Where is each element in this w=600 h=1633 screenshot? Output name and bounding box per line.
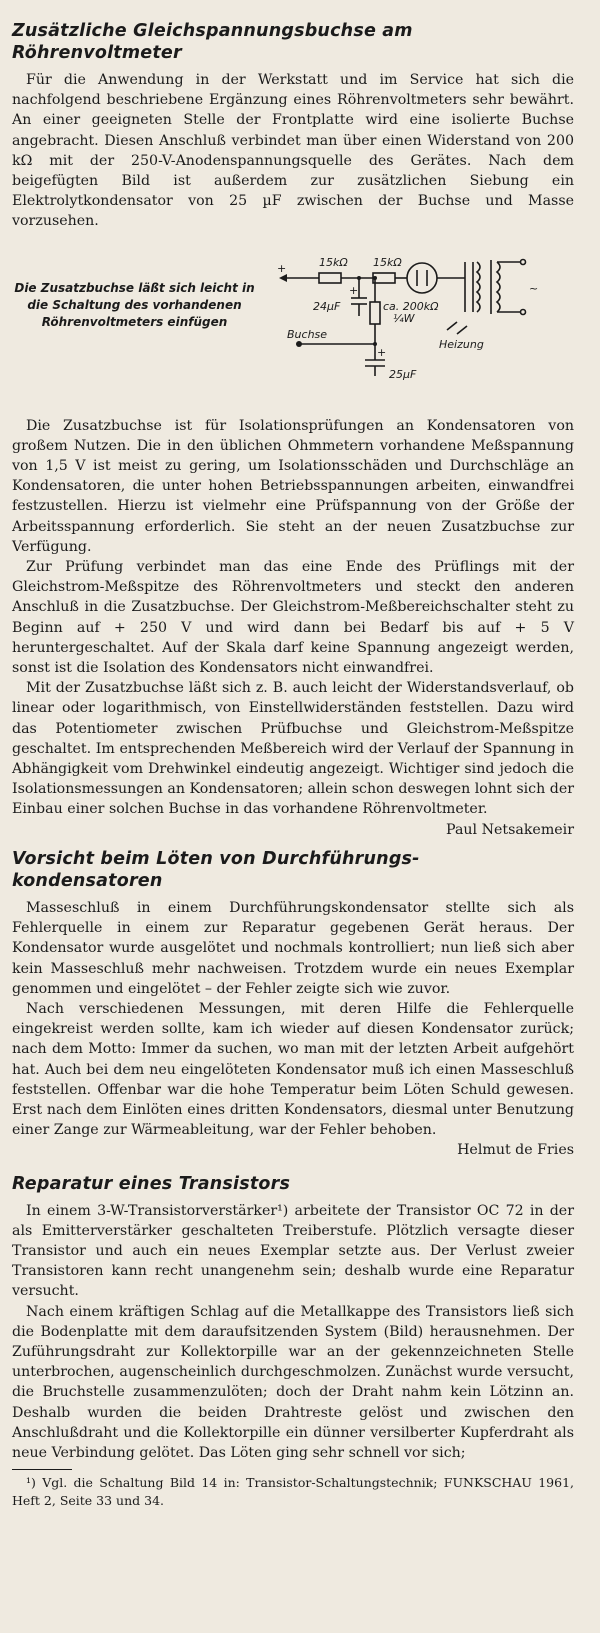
- title-line-2: Röhrenvoltmeter: [12, 43, 182, 63]
- article-gleichspannungsbuchse: [12, 20, 574, 840]
- figure: [12, 252, 574, 394]
- label-c2-plus: +: [377, 345, 387, 359]
- transformer-winding: [477, 262, 480, 312]
- article-title: [12, 20, 574, 64]
- title-line-2: kondensatoren: [12, 870, 163, 891]
- figure-caption: Die Zusatzbuchse läßt sich leicht in die Schaltung des vorhandenen Röhrenvoltmeters einfügen: [14, 280, 255, 329]
- schematic-plus: +: [277, 261, 287, 275]
- label-r3-value: ca. 200kΩ: [383, 299, 439, 313]
- output-arrow-icon: [279, 274, 287, 282]
- label-r2: 15kΩ: [373, 255, 402, 269]
- label-ac: ~: [529, 281, 539, 295]
- label-r3-power: ¼W: [393, 311, 415, 325]
- footnote: ¹) Vgl. die Schaltung Bild 14 in: Transistor-Schaltungstechnik; FUNKSCHAU 1961, Heft 2, Seite 33 und 34.: [12, 1475, 574, 1509]
- paragraph: Masseschluß in einem Durchführungskondensator stellte sich als Fehlerquelle in einem zur Reparatur gegebenen Gerät heraus. Der Kondensator wurde ausgelötet und nochmals kontrolliert; nun ließ sich aber kein Masseschluß mehr nachweisen. Trotzdem wurde ein neues Exemplar genommen und eingelötet – der Fehler zeigte sich wie zuvor.: [12, 899, 574, 997]
- paragraph: Nach einem kräftigen Schlag auf die Metallkappe des Transistors ließ sich die Bodenplatte mit dem daraufsitzenden System (Bild) herausnehmen. Der Zuführungsdraht zur Kollektorpille war an der gekennzeichneten Stelle unterbrochen, augenscheinlich durchgeschmolzen. Zunächst wurde versucht, die Bruchstelle zusammenzulöten; doch der Draht nahm kein Lötzinn an. Deshalb wurden die beiden Drahtreste gelöst und zwischen den Anschlußdraht und die Kollektorpille ein dünner versilberter Kupferdraht als neue Verbindung gelötet. Das Löten ging sehr schnell vor sich;: [12, 1303, 574, 1461]
- paragraph: Für die Anwendung in der Werkstatt und im Service hat sich die nachfolgend beschriebene Ergänzung eines Röhrenvoltmeters sehr bewährt. An einer geeigneten Stelle der Frontplatte wird eine isolierte Buchse angebracht. Diesen Anschluß verbindet man über einen Widerstand von 200 kΩ mit der 250-V-Anodenspannungsquelle des Gerätes. Nach dem beigefügten Bild ist außerdem zur zusätzlichen Siebung ein Elektrolytkondensator von 25 µF zwischen der Buchse und Masse vorzusehen.: [12, 72, 574, 230]
- paragraph: Zur Prüfung verbindet man das eine Ende des Prüflings mit der Gleichstrom-Meßspitze des Röhrenvoltmeters und steckt den anderen Anschluß in die Zusatzbuchse. Der Gleichstrom-Meßbereichschalter steht zu Beginn auf + 250 V und wird dann bei Bedarf bis auf + 5 V heruntergeschaltet. Auf der Skala darf keine Spannung angezeigt werden, sonst ist die Isolation des Kondensators nicht einwandfrei.: [12, 559, 574, 677]
- footnote-divider: [12, 1469, 72, 1470]
- rectifier-tube: [407, 263, 437, 293]
- resistor-r3: [370, 302, 380, 324]
- resistor-r1: [319, 273, 341, 283]
- article-reparatur-transistor: [12, 1173, 574, 1511]
- socket-terminal: [296, 341, 302, 347]
- label-c2: 25µF: [389, 367, 417, 381]
- author-signature: Helmut de Fries: [457, 1142, 574, 1159]
- label-heizung: Heizung: [439, 337, 484, 351]
- paragraph: Nach verschiedenen Messungen, mit deren Hilfe die Fehlerquelle eingekreist werden sollte, kam ich wieder auf diesen Kondensator zurück; nach dem Motto: Immer da suchen, wo man mit der letzten Arbeit aufgehört hat. Auch bei dem neu eingelöteten Kondensator muß ich einen Masseschluß feststellen. Offenbar war die hohe Temperatur beim Löten Schuld gewesen. Erst nach dem Einlöten eines dritten Kondensators, diesmal unter Benutzung einer Zange zur Wärmeableitung, war der Fehler behoben.: [12, 1000, 574, 1139]
- heater-leads: [447, 322, 467, 334]
- title-line-1: Vorsicht beim Löten von Durchführungs-: [12, 848, 420, 869]
- article-title: Reparatur eines Transistors: [12, 1173, 291, 1194]
- paragraph: In einem 3-W-Transistorverstärker¹) arbeitete der Transistor OC 72 in der als Emitterverstärker geschalteten Treiberstufe. Plötzlich versagte dieser Transistor und auch ein neues Exemplar setzte aus. Der Verlust zweier Transistoren kann recht unangenehm sein; deshalb wurde eine Reparatur versucht.: [12, 1202, 574, 1300]
- paragraph: Die Zusatzbuchse ist für Isolationsprüfungen an Kondensatoren von großem Nutzen. Die in den üblichen Ohmmetern vorhandene Meßspannung von 1,5 V ist meist zu gering, um Isolationsschäden und Durchschläge an Kondensatoren, die unter hohen Betriebsspannungen arbeiten, einwandfrei festzustellen. Hierzu ist vielmehr eine Prüfspannung von der Größe der Arbeitsspannung erforderlich. Sie steht an der neuen Zusatzbuchse zur Verfügung.: [12, 417, 574, 555]
- article-title: [12, 848, 574, 892]
- circuit-schematic: [277, 252, 547, 398]
- label-c1-plus: +: [349, 283, 359, 297]
- author-signature: Paul Netsakemeir: [446, 821, 574, 838]
- article-durchfuehrungskondensatoren: [12, 848, 574, 1161]
- circuit-diagram: [277, 252, 547, 394]
- title-line-1: Zusätzliche Gleichspannungsbuchse am: [12, 21, 413, 41]
- label-buchse: Buchse: [287, 327, 328, 341]
- label-c1: 24µF: [313, 299, 341, 313]
- label-r1: 15kΩ: [319, 255, 348, 269]
- paragraph: Mit der Zusatzbuchse läßt sich z. B. auch leicht der Widerstandsverlauf, ob linear oder logarithmisch, von Einstellwiderständen feststellen. Dazu wird das Potentiometer zwischen Prüfbuchse und Gleichstrom-Meßspitze geschaltet. Im entsprechenden Meßbereich wird der Verlauf der Spannung in Abhängigkeit vom Drehwinkel eindeutig angezeigt. Wichtiger sind jedoch die Isolationsmessungen an Kondensatoren; allein schon deswegen lohnt sich der Einbau einer solchen Buchse in das vorhandene Röhrenvoltmeter.: [12, 680, 574, 818]
